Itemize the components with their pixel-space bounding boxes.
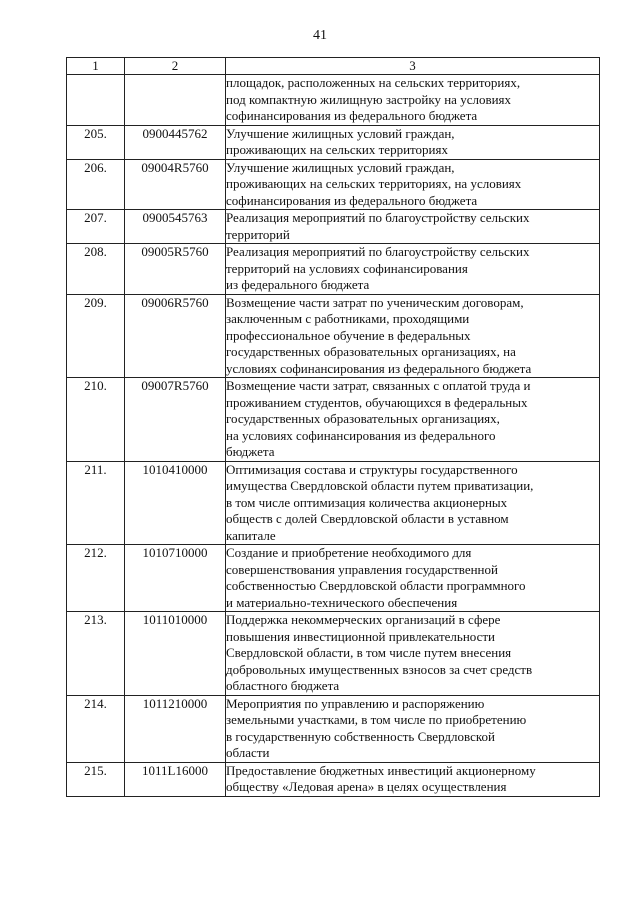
description-line: территорий	[226, 226, 290, 242]
row-code: 1010410000	[125, 461, 226, 545]
row-description	[226, 695, 600, 762]
description-line: имущества Свердловской области путем приватизации,	[226, 478, 534, 493]
table-row	[67, 210, 600, 244]
row-code: 09004R5760	[125, 159, 226, 210]
row-code: 1011210000	[125, 695, 226, 762]
row-description	[226, 461, 600, 545]
row-description	[226, 210, 600, 244]
row-code	[125, 75, 226, 126]
table-row	[67, 244, 600, 295]
table-row	[67, 545, 600, 612]
description-line: из федерального бюджета	[226, 277, 370, 292]
description-line: добровольных имущественных взносов за счет средств	[226, 661, 533, 677]
row-code: 1010710000	[125, 545, 226, 612]
description-line: Свердловской области, в том числе путем внесения	[226, 645, 512, 660]
table-row	[67, 159, 600, 210]
description-line: Предоставление бюджетных инвестиций акционерному	[226, 762, 536, 778]
table-body	[67, 75, 600, 797]
description-line: государственных образовательных организациях, на	[226, 344, 516, 359]
column-header-code: 2	[125, 58, 226, 75]
table-row	[67, 378, 600, 462]
description-line: в государственную собственность Свердловской	[226, 728, 495, 744]
row-description	[226, 612, 600, 696]
description-line: областного бюджета	[226, 678, 340, 693]
description-line: территорий на условиях софинансирования	[226, 260, 468, 276]
description-line: Улучшение жилищных условий граждан,	[226, 159, 455, 175]
row-number: 205.	[67, 125, 125, 159]
description-line: Реализация мероприятий по благоустройству сельских	[226, 210, 530, 225]
page-number: 41	[313, 28, 327, 43]
row-code: 0900545763	[125, 210, 226, 244]
row-code: 1011L16000	[125, 762, 226, 796]
description-line: Создание и приобретение необходимого для	[226, 545, 472, 560]
row-number: 212.	[67, 545, 125, 612]
row-number: 211.	[67, 461, 125, 545]
row-number: 213.	[67, 612, 125, 696]
description-line: проживающих на сельских территориях, на условиях	[226, 176, 522, 191]
row-description	[226, 762, 600, 796]
description-line: собственностью Свердловской области программного	[226, 578, 526, 593]
table-row	[67, 125, 600, 159]
table-row	[67, 461, 600, 545]
table-header-row	[67, 58, 600, 75]
description-line: Оптимизация состава и структуры государственного	[226, 461, 518, 477]
row-code: 09007R5760	[125, 378, 226, 462]
description-line: софинансирования из федерального бюджета	[226, 192, 478, 208]
description-line: проживающих на сельских территориях	[226, 142, 448, 157]
description-line: в том числе оптимизация количества акционерных	[226, 494, 508, 510]
table-row	[67, 294, 600, 378]
description-line: софинансирования из федерального бюджета	[226, 108, 478, 123]
row-description	[226, 294, 600, 378]
row-description	[226, 244, 600, 295]
description-line: бюджета	[226, 444, 275, 459]
row-description	[226, 75, 600, 126]
description-line: капитале	[226, 527, 276, 543]
description-line: Мероприятия по управлению и распоряжению	[226, 695, 485, 711]
row-number: 214.	[67, 695, 125, 762]
table-row	[67, 762, 600, 796]
description-line: площадок, расположенных на сельских территориях,	[226, 75, 521, 90]
row-number: 208.	[67, 244, 125, 295]
description-line: и материально-технического обеспечения	[226, 594, 458, 610]
row-number: 206.	[67, 159, 125, 210]
budget-table	[66, 57, 600, 797]
table-row	[67, 75, 600, 126]
description-line: Поддержка некоммерческих организаций в сфере	[226, 612, 501, 627]
description-line: земельными участками, в том числе по приобретению	[226, 712, 527, 727]
description-line: обществу «Ледовая арена» в целях осуществления	[226, 779, 507, 794]
row-description	[226, 159, 600, 210]
column-header-number: 1	[67, 58, 125, 75]
table-row	[67, 695, 600, 762]
description-line: заключенным с работниками, проходящими	[226, 311, 470, 326]
row-description	[226, 378, 600, 462]
description-line: профессиональное обучение в федеральных	[226, 327, 471, 343]
description-line: области	[226, 745, 270, 760]
row-code: 1011010000	[125, 612, 226, 696]
description-line: условиях софинансирования из федерального бюджета	[226, 360, 532, 376]
row-number	[67, 75, 125, 126]
row-number: 209.	[67, 294, 125, 378]
description-line: Улучшение жилищных условий граждан,	[226, 125, 455, 141]
row-code: 0900445762	[125, 125, 226, 159]
description-line: Реализация мероприятий по благоустройству сельских	[226, 244, 530, 259]
row-description	[226, 545, 600, 612]
row-code: 09006R5760	[125, 294, 226, 378]
description-line: совершенствования управления государственной	[226, 561, 498, 577]
row-code: 09005R5760	[125, 244, 226, 295]
description-line: Возмещение части затрат по ученическим договорам,	[226, 294, 524, 310]
description-line: на условиях софинансирования из федерального	[226, 427, 496, 443]
description-line: Возмещение части затрат, связанных с оплатой труда и	[226, 378, 531, 393]
description-line: обществ с долей Свердловской области в уставном	[226, 511, 509, 526]
row-number: 207.	[67, 210, 125, 244]
description-line: под компактную жилищную застройку на условиях	[226, 91, 512, 107]
row-number: 210.	[67, 378, 125, 462]
description-line: повышения инвестиционной привлекательности	[226, 628, 496, 644]
row-number: 215.	[67, 762, 125, 796]
column-header-name: 3	[226, 58, 600, 75]
table-row	[67, 612, 600, 696]
description-line: государственных образовательных организациях,	[226, 411, 500, 426]
row-description	[226, 125, 600, 159]
description-line: проживанием студентов, обучающихся в федеральных	[226, 394, 528, 410]
